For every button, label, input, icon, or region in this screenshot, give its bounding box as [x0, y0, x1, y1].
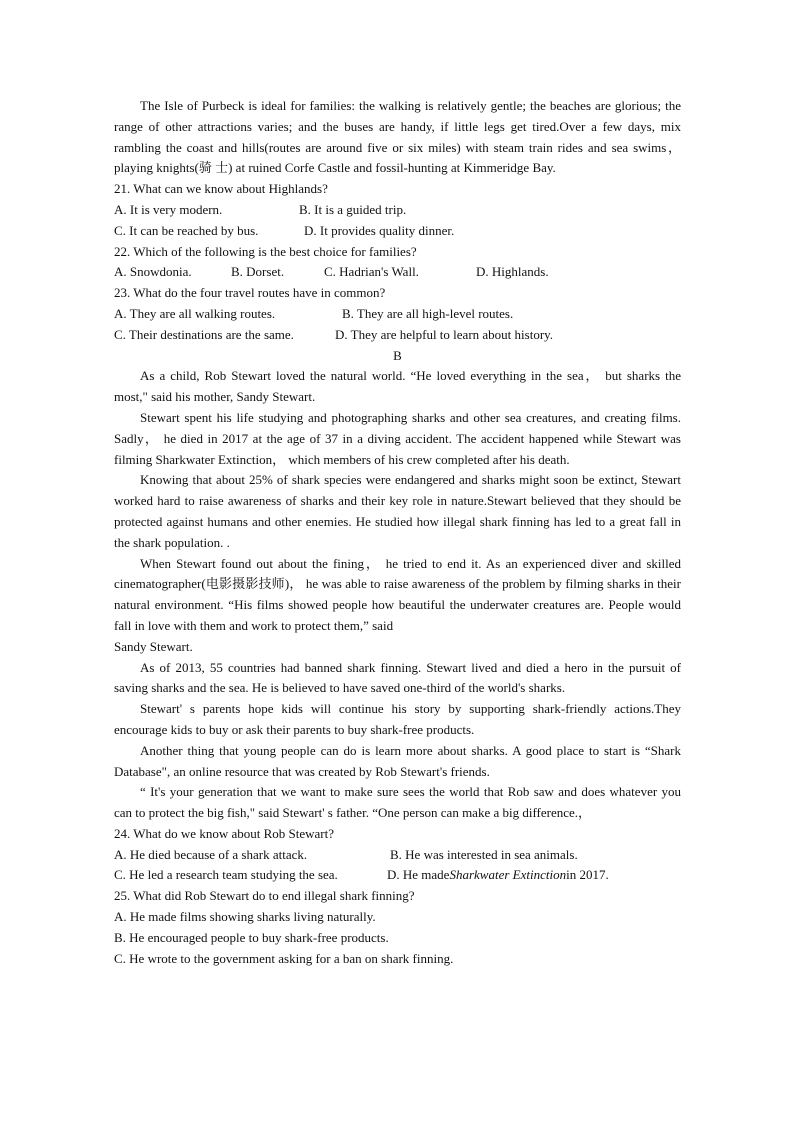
q23-option-d: D. They are helpful to learn about history. [335, 326, 554, 342]
q25-option-a: A. He made films showing sharks living naturally. [114, 909, 376, 925]
q24-option-d-prefix: D. He made [387, 867, 450, 883]
q21-option-c: C. It can be reached by bus. [114, 222, 259, 238]
q24-option-a: A. He died because of a shark attack. [114, 846, 308, 862]
question-22-options [114, 262, 681, 283]
q25-option-c: C. He wrote to the government asking for a ban on shark finning. [114, 950, 454, 966]
question-21-options-row1 [114, 200, 681, 221]
passage-b-paragraph-2: Stewart spent his life studying and photographing sharks and other sea creatures, and creating films. Sadly， he died in 2017 at the age of 37 in a diving accident. The accident happened while Stewart was filming Sharkwater Extinction， which members of his crew completed after his death. [114, 409, 681, 467]
passage-b-paragraph-8: “ It's your generation that we want to make sure sees the world that Rob saw and does whatever you can to protect the big fish," said Stewart' s father. “One person can make a big difference.， [114, 784, 681, 821]
q24-option-d-suffix: in 2017. [566, 867, 609, 883]
question-23-stem: 23. What do the four travel routes have in common? [114, 285, 386, 301]
question-24-options-row1 [114, 845, 681, 866]
passage-a-paragraph: The Isle of Purbeck is ideal for families: the walking is relatively gentle; the beaches are glorious; the range of other attractions varies; and the buses are handy, if little legs get tired.Over a few days, mix rambling the coast and hills(routes are around five or six miles) with steam train rides and sea swims， playing knights(骑 士) at ruined Corfe Castle and fossil-hunting at Kimmeridge Bay. [114, 98, 681, 176]
q23-option-b: B. They are all high-level routes. [342, 305, 514, 321]
passage-b-paragraph-5: As of 2013, 55 countries had banned shark finning. Stewart lived and died a hero in the pursuit of saving sharks and the sea. He is believed to have saved one-third of the world's sharks. [114, 659, 681, 696]
question-25-stem: 25. What did Rob Stewart do to end illegal shark finning? [114, 888, 415, 904]
passage-b-paragraph-7: Another thing that young people can do is learn more about sharks. A good place to start is “Shark Database", an online resource that was created by Rob Stewart's friends. [114, 742, 681, 779]
q21-option-a: A. It is very modern. [114, 201, 223, 217]
question-24-stem: 24. What do we know about Rob Stewart? [114, 825, 334, 841]
q24-option-d [387, 865, 609, 886]
q22-option-c: C. Hadrian's Wall. [324, 264, 419, 280]
q21-option-d: D. It provides quality dinner. [304, 222, 455, 238]
q24-option-d-film-title: Sharkwater Extinction [449, 867, 567, 883]
q23-option-c: C. Their destinations are the same. [114, 326, 294, 342]
q23-option-a: A. They are all walking routes. [114, 305, 276, 321]
passage-b-paragraph-6: Stewart' s parents hope kids will continue his story by supporting shark-friendly actions.They encourage kids to buy or ask their parents to buy shark-free products. [114, 701, 681, 737]
q24-option-b: B. He was interested in sea animals. [390, 846, 578, 862]
section-b-label: B [393, 347, 402, 363]
passage-b-paragraph-4: When Stewart found out about the fining， he tried to end it. As an experienced diver and skilled cinematographer(电影摄影技师)， he was able to raise awareness of the problem by filming sharks in their natural environment. “His films showed people how beautiful the underwater creatures are. People would fall in love with them and work to protect them,” said [114, 555, 681, 633]
question-21-options-row2 [114, 221, 681, 242]
q22-option-d: D. Highlands. [476, 264, 549, 280]
passage-b-paragraph-4-end: Sandy Stewart. [114, 638, 193, 654]
document-page [114, 96, 681, 969]
q22-option-a: A. Snowdonia. [114, 264, 192, 280]
question-24-options-row2 [114, 865, 681, 886]
question-23-options-row2 [114, 325, 681, 346]
question-22-stem: 22. Which of the following is the best choice for families? [114, 243, 417, 259]
q25-option-b: B. He encouraged people to buy shark-free products. [114, 929, 389, 945]
question-23-options-row1 [114, 304, 681, 325]
passage-b-paragraph-1: As a child, Rob Stewart loved the natural world. “He loved everything in the sea， but sharks the most," said his mother, Sandy Stewart. [114, 368, 681, 405]
q21-option-b: B. It is a guided trip. [299, 201, 407, 217]
passage-b-paragraph-3: Knowing that about 25% of shark species were endangered and sharks might soon be extinct, Stewart worked hard to raise awareness of sharks and their key role in nature.Stewart believed that they should be protected against humans and other enemies. He studied how illegal shark finning has led to a great fall in the shark population. . [114, 472, 681, 550]
question-21-stem: 21. What can we know about Highlands? [114, 181, 328, 197]
q22-option-b: B. Dorset. [231, 264, 285, 280]
q24-option-c: C. He led a research team studying the sea. [114, 867, 338, 883]
